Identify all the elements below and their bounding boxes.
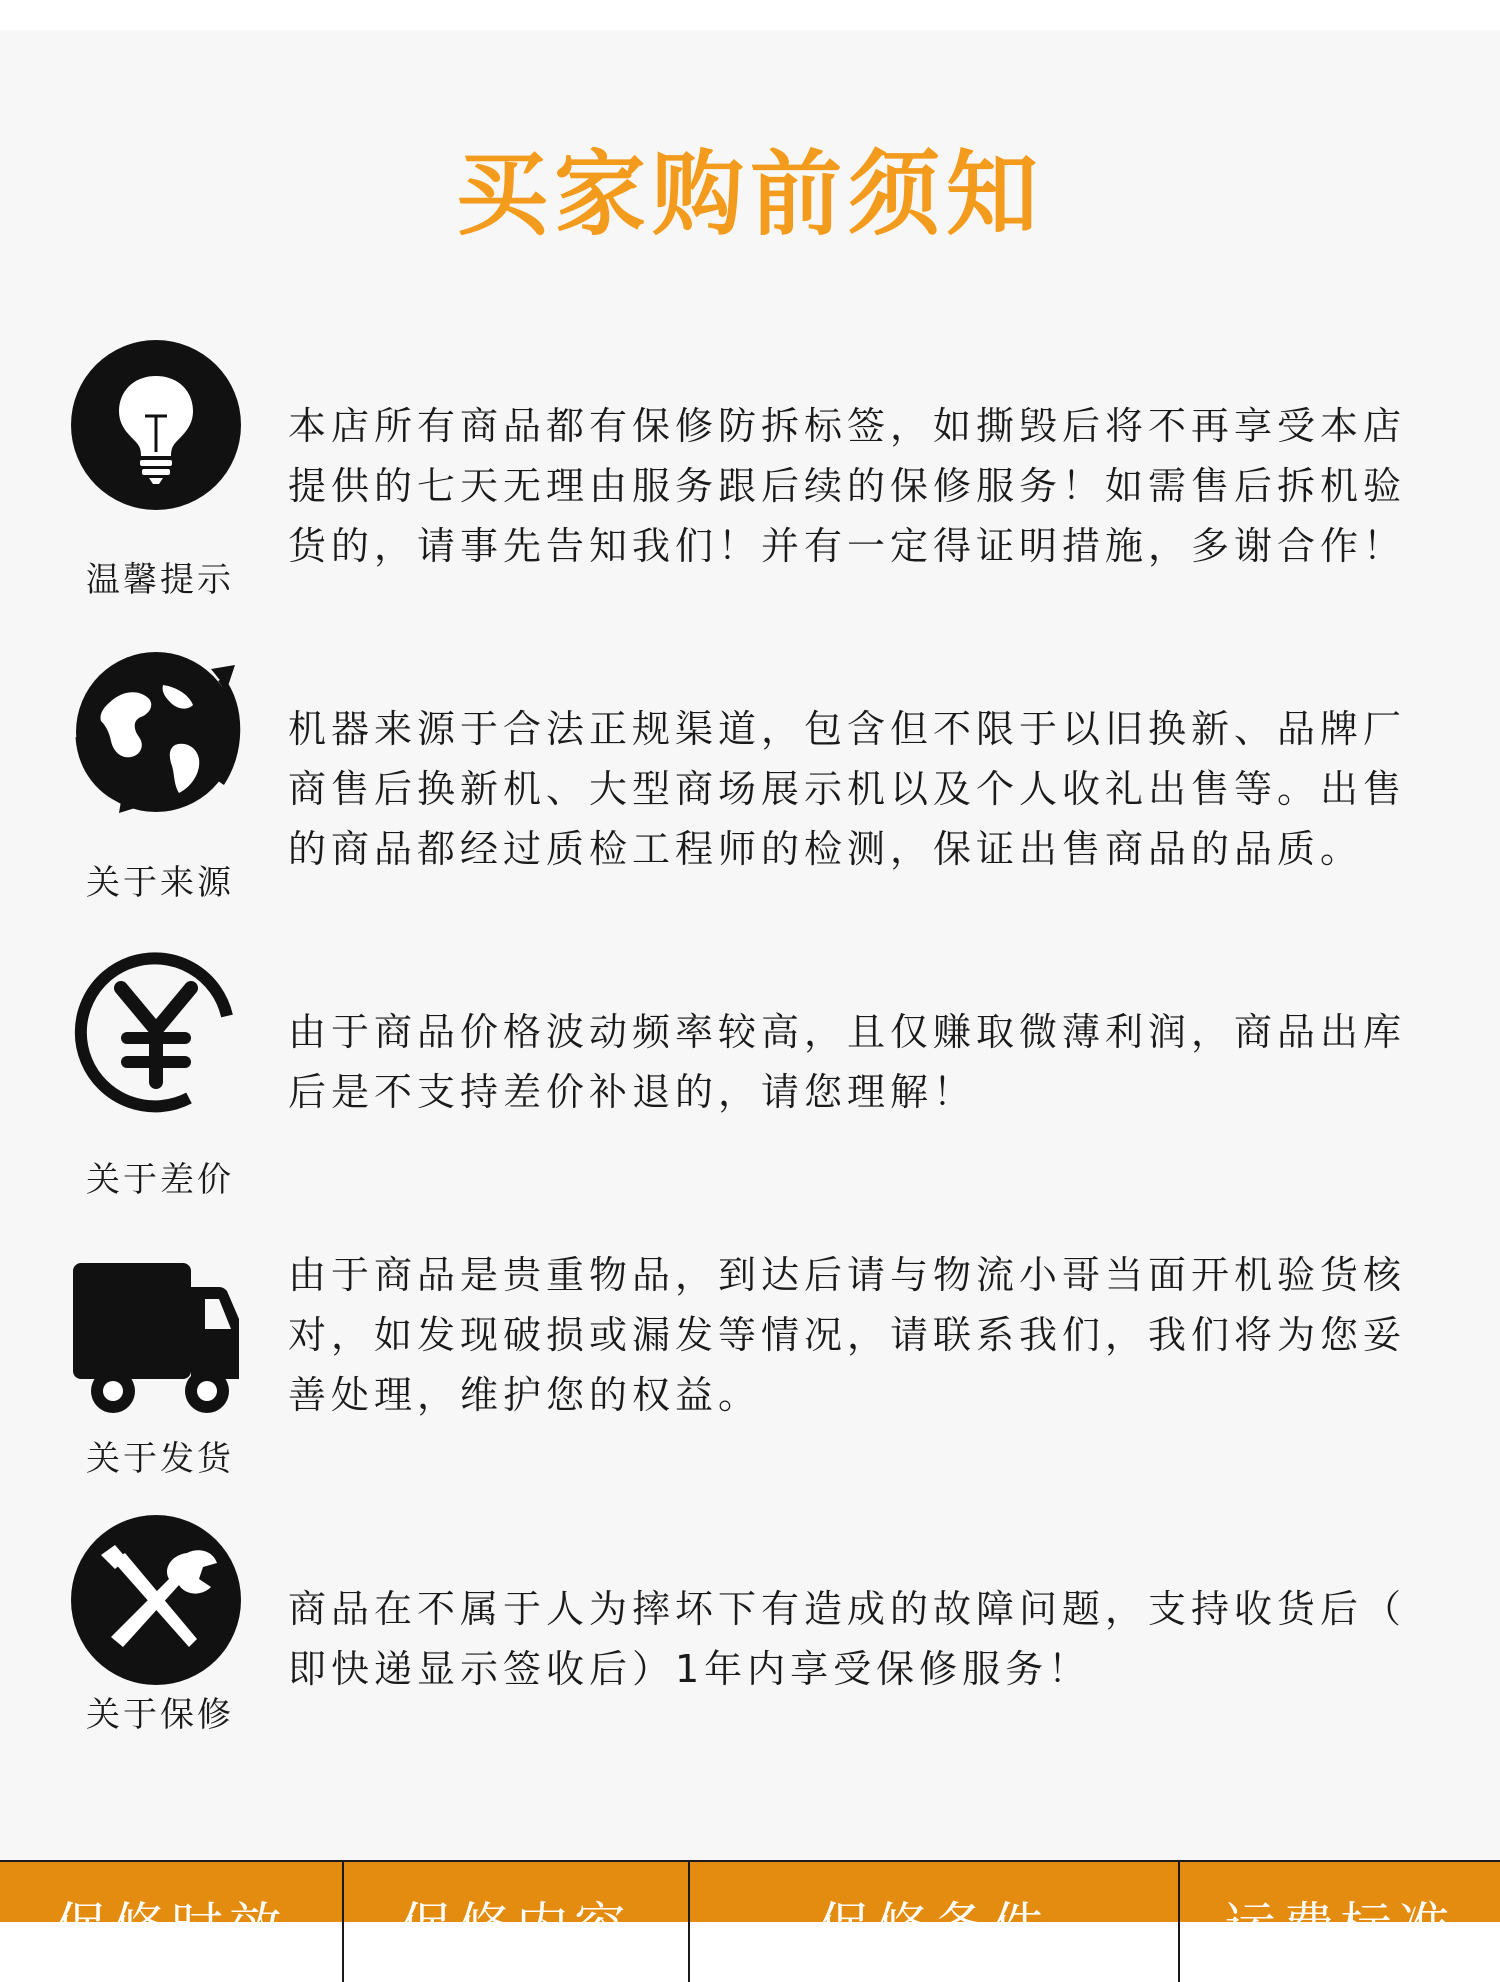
tab-warranty-content[interactable]: 保修内容 xyxy=(344,1862,690,1982)
notice-panel xyxy=(0,30,1500,1890)
yen-icon xyxy=(71,948,241,1118)
notice-label: 温馨提示 xyxy=(86,560,234,600)
notice-text: 商品在不属于人为摔坏下有造成的故障问题，支持收货后（ 即快递显示签收后）1年内享受保修服务！ xyxy=(288,1587,1407,1691)
notice-text: 本店所有商品都有保修防拆标签，如撕毁后将不再享受本店 提供的七天无理由服务跟后续的保修服务！如需售后拆机验 货的，请事先告知我们！并有一定得证明措施，多谢合作！ xyxy=(288,404,1407,568)
notice-text: 由于商品价格波动频率较高，且仅赚取微薄利润，商品出库 后是不支持差价补退的，请您理解！ xyxy=(288,1010,1407,1114)
notice-label: 关于保修 xyxy=(86,1695,234,1735)
lightbulb-icon xyxy=(71,340,241,510)
globe-icon xyxy=(71,645,241,815)
tab-warranty-period[interactable]: 保修时效 xyxy=(0,1862,344,1982)
tab-warranty-conditions[interactable]: 保修条件 xyxy=(690,1862,1180,1982)
truck-icon xyxy=(71,1259,241,1429)
tab-shipping-fee[interactable]: 运费标准 xyxy=(1223,1898,1456,1958)
notice-label: 关于发货 xyxy=(86,1439,234,1479)
page-title: 买家购前须知 xyxy=(455,141,1044,248)
notice-text: 由于商品是贵重物品，到达后请与物流小哥当面开机验货核 对，如发现破损或漏发等情况，请联系我们，我们将为您妥 善处理，维护您的权益。 xyxy=(288,1253,1407,1417)
notice-text: 机器来源于合法正规渠道，包含但不限于以旧换新、品牌厂 商售后换新机、大型商场展示机以及个人收礼出售等。出售 的商品都经过质检工程师的检测，保证出售商品的品质。 xyxy=(288,707,1407,871)
tools-icon xyxy=(71,1515,241,1685)
notice-label: 关于来源 xyxy=(86,863,234,903)
notice-label: 关于差价 xyxy=(86,1160,234,1200)
warranty-tab-bar xyxy=(0,1860,1500,1958)
